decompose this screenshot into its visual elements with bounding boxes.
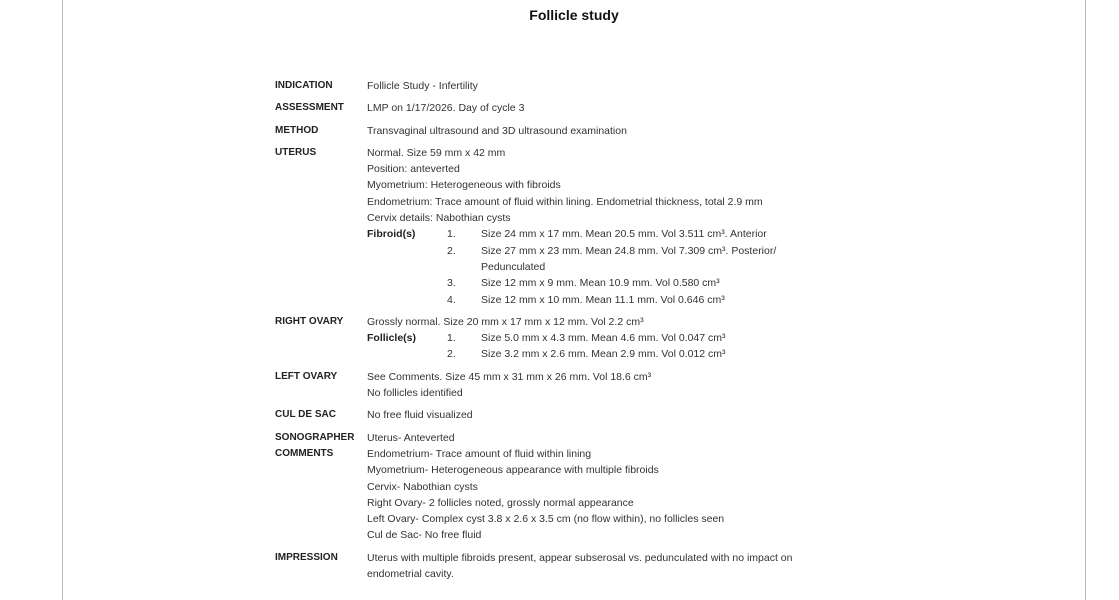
- comment-line: Uterus- Anteverted: [367, 431, 455, 444]
- assessment-label: ASSESSMENT: [275, 102, 344, 114]
- method-value: Transvaginal ultrasound and 3D ultrasound examination: [367, 124, 627, 137]
- uterus-line: Endometrium: Trace amount of fluid within lining. Endometrial thickness, total 2.9 mm: [367, 195, 763, 208]
- list-number: 1.: [447, 228, 456, 241]
- list-text: Size 3.2 mm x 2.6 mm. Mean 2.9 mm. Vol 0.012 cm³: [481, 348, 726, 361]
- list-item: [447, 330, 925, 346]
- right-ovary-label: RIGHT OVARY: [275, 315, 344, 327]
- page-title: Follicle study: [529, 7, 619, 23]
- right-ovary-details: [367, 314, 925, 363]
- sonographer-label: SONOGRAPHER: [275, 431, 355, 443]
- uterus-details: [367, 145, 925, 308]
- method-label: METHOD: [275, 124, 319, 136]
- list-item: [447, 275, 925, 291]
- follicle-label: Follicle(s): [367, 332, 417, 345]
- impression-line: Uterus with multiple fibroids present, appear subserosal vs. pedunculated with no impact on: [367, 551, 793, 564]
- left-ovary-label: LEFT OVARY: [275, 370, 338, 382]
- impression-label: IMPRESSION: [275, 551, 338, 563]
- uterus-label: UTERUS: [275, 146, 317, 158]
- impression-line: endometrial cavity.: [367, 568, 454, 581]
- fibroid-label: Fibroid(s): [367, 228, 416, 241]
- uterus-line: Cervix details: Nabothian cysts: [367, 212, 511, 225]
- list-number: 3.: [447, 277, 456, 290]
- fibroid-list: [447, 226, 925, 307]
- right-ovary-row: [275, 314, 925, 363]
- indication-value: Follicle Study - Infertility: [367, 80, 478, 92]
- comment-line: Cervix- Nabothian cysts: [367, 480, 478, 493]
- comment-line: Left Ovary- Complex cyst 3.8 x 2.6 x 3.5 cm (no flow within), no follicles seen: [367, 513, 725, 526]
- indication-row: [275, 78, 925, 94]
- cul-de-sac-label: CUL DE SAC: [275, 409, 336, 421]
- document-page: [62, 0, 1086, 600]
- follicle-list: [447, 330, 925, 363]
- list-number: 2.: [447, 244, 456, 257]
- uterus-line: Myometrium: Heterogeneous with fibroids: [367, 179, 561, 192]
- assessment-row: [275, 100, 925, 116]
- left-ovary-row: [275, 369, 925, 402]
- list-item: [447, 346, 925, 362]
- assessment-value: LMP on 1/17/2026. Day of cycle 3: [367, 102, 525, 115]
- sonographer-comments-row: [275, 430, 925, 544]
- method-row: [275, 123, 925, 139]
- list-item: [447, 292, 925, 308]
- left-ovary-details: [367, 369, 925, 402]
- list-number: 2.: [447, 348, 456, 361]
- cul-de-sac-value: No free fluid visualized: [367, 409, 473, 422]
- cul-de-sac-row: [275, 407, 925, 423]
- left-ovary-line: No follicles identified: [367, 387, 463, 400]
- uterus-line: Position: anteverted: [367, 163, 460, 176]
- comment-line: Endometrium- Trace amount of fluid within lining: [367, 447, 592, 460]
- list-item: [447, 243, 925, 276]
- uterus-row: [275, 145, 925, 308]
- list-text: Size 12 mm x 10 mm. Mean 11.1 mm. Vol 0.646 cm³: [481, 293, 725, 306]
- list-text: Size 27 mm x 23 mm. Mean 24.8 mm. Vol 7.309 cm³. Posterior/ Pedunculated: [481, 244, 777, 273]
- list-text: Size 24 mm x 17 mm. Mean 20.5 mm. Vol 3.511 cm³. Anterior: [481, 228, 767, 241]
- list-number: 4.: [447, 293, 456, 306]
- right-ovary-value: Grossly normal. Size 20 mm x 17 mm x 12 mm. Vol 2.2 cm³: [367, 315, 644, 328]
- impression-row: [275, 550, 925, 583]
- comment-line: Cul de Sac- No free fluid: [367, 529, 482, 542]
- list-text: Size 12 mm x 9 mm. Mean 10.9 mm. Vol 0.580 cm³: [481, 277, 720, 290]
- comments-label: COMMENTS: [275, 447, 334, 459]
- sonographer-comments-label: [275, 430, 367, 544]
- comments-details: [367, 430, 925, 544]
- list-text: Size 5.0 mm x 4.3 mm. Mean 4.6 mm. Vol 0.047 cm³: [481, 332, 726, 345]
- follicle-section: [367, 330, 925, 363]
- comment-line: Right Ovary- 2 follicles noted, grossly normal appearance: [367, 496, 634, 509]
- list-number: 1.: [447, 332, 456, 345]
- comment-line: Myometrium- Heterogeneous appearance with multiple fibroids: [367, 464, 659, 477]
- indication-label: INDICATION: [275, 80, 333, 91]
- report-body: [275, 78, 925, 582]
- impression-details: [367, 550, 925, 583]
- uterus-line: Normal. Size 59 mm x 42 mm: [367, 146, 506, 159]
- list-item: [447, 226, 925, 242]
- left-ovary-line: See Comments. Size 45 mm x 31 mm x 26 mm. Vol 18.6 cm³: [367, 370, 652, 383]
- fibroid-section: [367, 226, 925, 307]
